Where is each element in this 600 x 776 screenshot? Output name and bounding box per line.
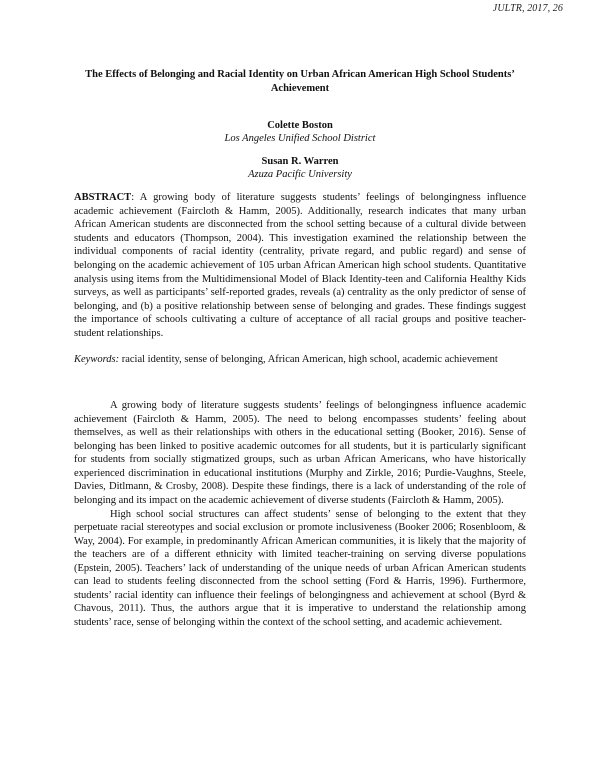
body-paragraph: A growing body of literature suggests students’ feelings of belongingness influence academic achievement (Faircloth & Hamm, 2005). The need to belong encompasses students’ feeling about themselves, as well as their relationships with others in the educational setting (Booker, 2016). Sense of belonging has been linked to positive academic outcomes for all students, but it is particularly significant for students from socially stigmatized groups, such as urban African Americans, who have historically experienced discrimination in educational institutions (Murphy and Zirkle, 2016; Purdie-Vaughns, Steele, Davies, Ditlmann, & Crosby, 2008). Despite these findings, there is a lack of understanding of the role of belonging and its impact on the academic achievement of diverse students (Faircloth & Hamm, 2005).: [74, 400, 526, 506]
author-affiliation: Azuza Pacific University: [248, 169, 352, 180]
keywords-text: racial identity, sense of belonging, African American, high school, academic achievement: [119, 353, 498, 365]
body-text: [74, 399, 526, 629]
keywords-label: Keywords:: [74, 353, 120, 365]
abstract: [74, 191, 526, 341]
keywords: [74, 353, 526, 367]
running-head: JULTR, 2017, 26: [492, 3, 563, 14]
abstract-label: ABSTRACT: [74, 192, 132, 203]
article-content: [74, 68, 526, 629]
body-paragraph: High school social structures can affect students’ sense of belonging to the extent that they perpetuate racial stereotypes and social exclusion or promote inclusiveness (Booker 2006; Rosenbloom, & Way, 2004). For example, in predominantly African American communities, it is likely that the majority of the teachers are of a different ethnicity with limited teacher-training on serving diverse populations (Epstein, 2005). Teachers’ lack of understanding of the unique needs of urban African American students can lead to students feeling disconnected from the school setting (Ford & Harris, 1996). Furthermore, students’ racial identity can influence their feelings of belongingness and achievement at school (Byrd & Chavous, 2011). Thus, the authors argue that it is imperative to understand the relationship among students’ race, sense of belonging within the context of the school setting, and academic achievement.: [74, 508, 526, 628]
author-affiliation: Los Angeles Unified School District: [224, 133, 376, 144]
author-name: Colette Boston: [267, 120, 333, 131]
article-title: The Effects of Belonging and Racial Identity on Urban African American High School Students’ Achievement: [85, 69, 515, 94]
author-block-2: [74, 155, 526, 181]
author-block-1: [74, 119, 526, 145]
abstract-text: : A growing body of literature suggests students’ feelings of belongingness influence academic achievement (Faircloth & Hamm, 2005). Additionally, research indicates that many urban African American students are disconnected from the school setting because of a cultural divide between students and educators (Thompson, 2004). This investigation examined the relationship between the individual components of racial identity (centrality, private regard, and public regard) and sense of belonging on the academic achievement of 105 urban African American high school students. Quantitative analysis using items from the Multidimensional Model of Black Identity-teen and California Healthy Kids surveys, as well as participants’ self-reported grades, reveals (a) centrality as the only predictor of sense of belonging, and (b) a positive relationship between sense of belonging and grades. These findings suggest the importance of schools cultivating a culture of acceptance of all racial groups and positive teacher-student relationships.: [74, 192, 526, 339]
author-name: Susan R. Warren: [261, 156, 339, 167]
